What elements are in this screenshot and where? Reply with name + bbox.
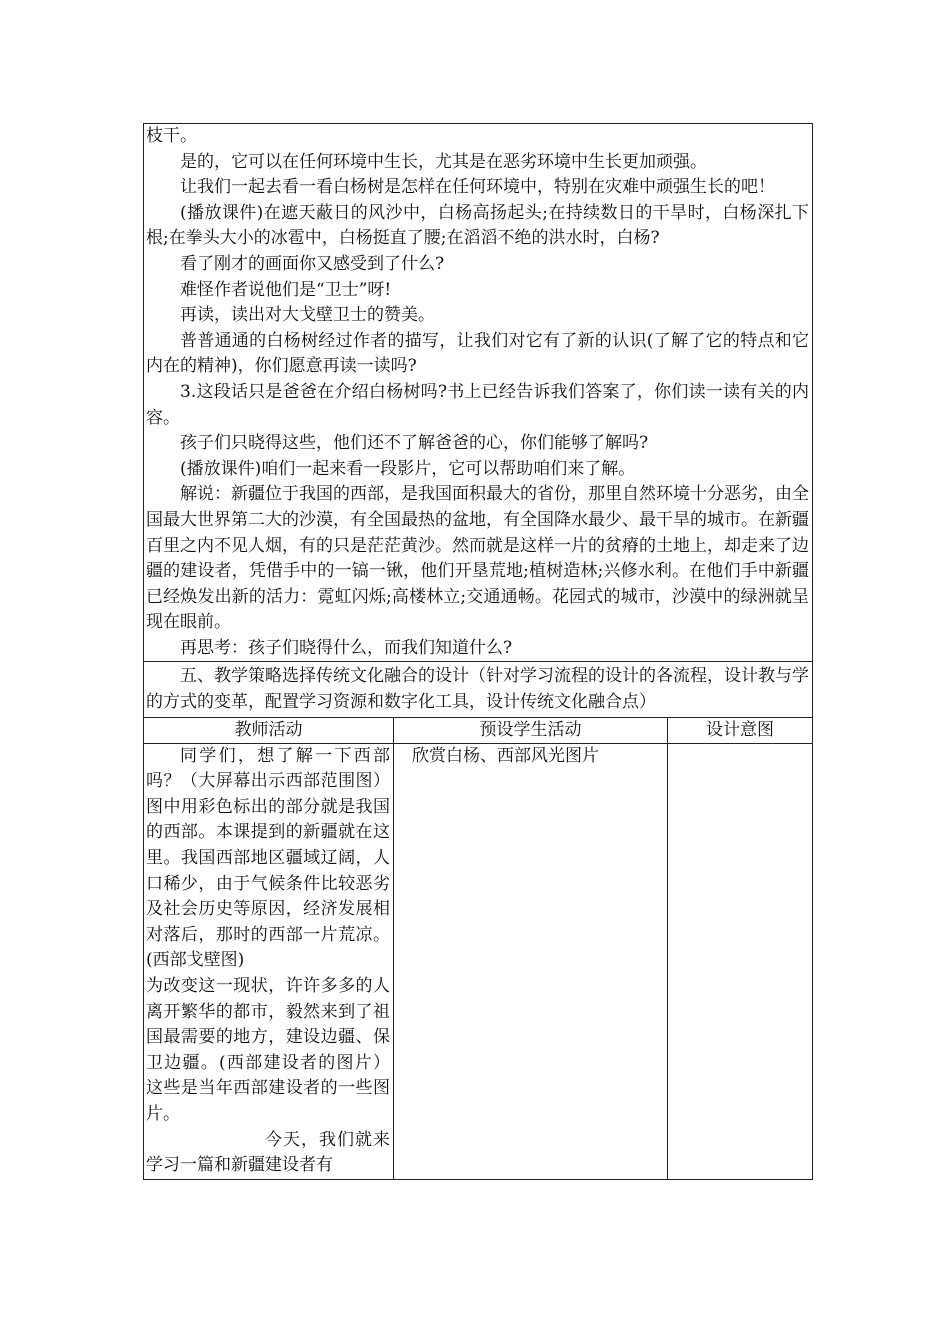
narrative-paragraph: (播放课件)咱们一起来看一段影片，它可以帮助咱们来了解。 bbox=[180, 458, 636, 479]
narrative-row bbox=[144, 124, 813, 662]
narrative-paragraph: 枝干。 bbox=[146, 126, 197, 146]
narrative-paragraph: 再思考：孩子们晓得什么，而我们知道什么? bbox=[180, 637, 513, 658]
teacher-activity-text-2: 为改变这一现状，许许多多的人离开繁华的都市，毅然来到了祖国最需要的地方，建设边疆、保卫边疆。(西部建设者的图片）这些是当年西部建设者的一些图片。 bbox=[146, 976, 390, 1124]
narrative-paragraph: 孩子们只晓得这些，他们还不了解爸爸的心，你们能够了解吗? bbox=[180, 433, 649, 454]
activity-row bbox=[144, 743, 813, 1179]
student-activity-cell bbox=[394, 743, 668, 1179]
narrative-paragraph: 让我们一起去看一看白杨树是怎样在任何环境中，特别在灾难中顽强生长的吧！ bbox=[180, 177, 775, 198]
narrative-paragraph: (播放课件)在遮天蔽日的风沙中，白杨高扬起头;在持续数日的干旱时，白杨深扎下根;在拳头大小的冰雹中，白杨挺直了腰;在滔滔不绝的洪水时，白杨? bbox=[146, 202, 810, 249]
narrative-paragraph: 3.这段话只是爸爸在介绍白杨树吗?书上已经告诉我们答案了，你们读一读有关的内容。 bbox=[146, 381, 810, 428]
lesson-plan-table bbox=[143, 123, 813, 1180]
narrative-paragraph: 看了刚才的画面你又感受到了什么? bbox=[180, 253, 445, 274]
teacher-activity-header: 教师活动 bbox=[144, 717, 394, 743]
student-activity-header: 预设学生活动 bbox=[394, 717, 668, 743]
section-five-cell bbox=[144, 662, 813, 717]
design-intent-header: 设计意图 bbox=[668, 717, 813, 743]
design-intent-cell bbox=[668, 743, 813, 1179]
teacher-activity-text-1: 同学们，想了解一下西部吗？（大屏幕出示西部范围图）图中用彩色标出的部分就是我国的西部。本课提到的新疆就在这里。我国西部地区疆域辽阔，人口稀少，由于气候条件比较恶劣及社会历史等原因，经济发展相对落后，那时的西部一片荒凉。(西部戈壁图) bbox=[146, 745, 390, 971]
narrative-paragraph: 是的，它可以在任何环境中生长，尤其是在恶劣环境中生长更加顽强。 bbox=[180, 151, 707, 172]
narrative-paragraphs bbox=[144, 124, 812, 661]
narrative-paragraph: 再读，读出对大戈壁卫士的赞美。 bbox=[180, 305, 435, 326]
column-header-row bbox=[144, 717, 813, 743]
narrative-paragraph: 解说：新疆位于我国的西部，是我国面积最大的省份，那里自然环境十分恶劣，由全国最大世界第二大的沙漠，有全国最热的盆地，有全国降水最少、最干旱的城市。在新疆百里之内不见人烟，有的只是茫茫黄沙。然而就是这样一片的贫瘠的土地上，却走来了边疆的建设者，凭借手中的一镐一锹，他们开垦荒地;植树造林;兴修水利。在他们手中新疆已经焕发出新的活力：霓虹闪烁;高楼林立;交通通畅。花园式的城市，沙漠中的绿洲就呈现在眼前。 bbox=[146, 484, 810, 633]
section-five-heading: 五、教学策略选择传统文化融合的设计（针对学习流程的设计的各流程，设计教与学的方式的变革，配置学习资源和数字化工具，设计传统文化融合点） bbox=[146, 666, 810, 713]
narrative-cell bbox=[144, 124, 813, 662]
section-five-row bbox=[144, 662, 813, 717]
teacher-activity-cell bbox=[144, 743, 394, 1179]
narrative-paragraph: 难怪作者说他们是“卫士”呀! bbox=[180, 279, 392, 300]
student-activity-text: 欣赏白杨、西部风光图片 bbox=[412, 745, 599, 766]
teacher-activity-text-3: 今天，我们就来学习一篇和新疆建设者有 bbox=[146, 1129, 390, 1176]
narrative-paragraph: 普普通通的白杨树经过作者的描写，让我们对它有了新的认识(了解了它的特点和它内在的精神)，你们愿意再读一读吗? bbox=[146, 330, 810, 377]
document-page bbox=[143, 123, 812, 1180]
